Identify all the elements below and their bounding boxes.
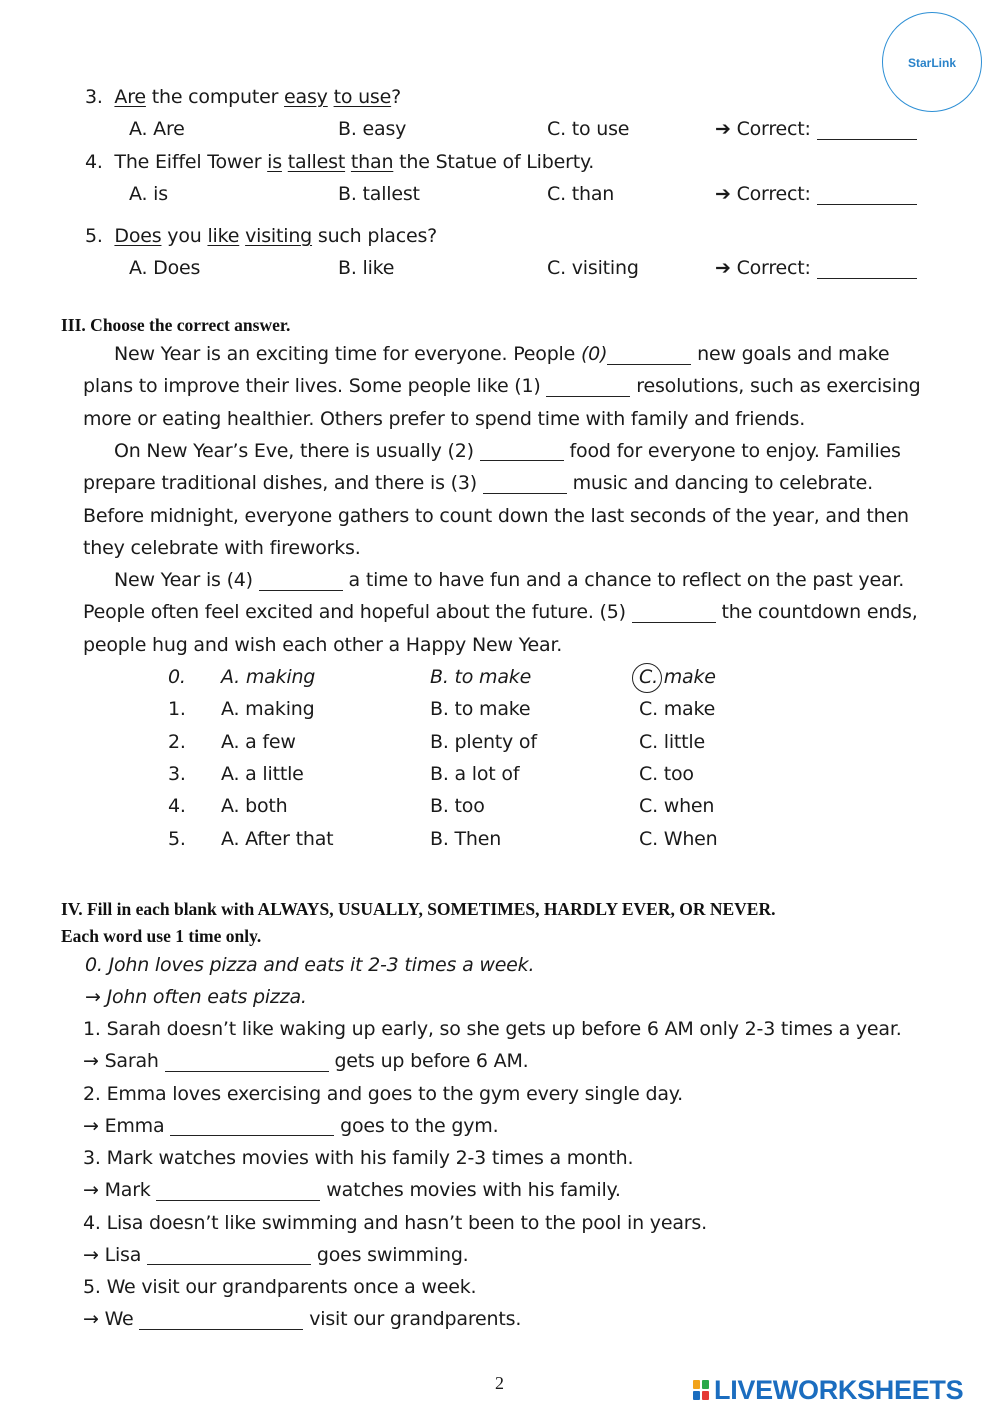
exercise-answer-row (83, 1308, 521, 1330)
answer-option: C. to use (547, 118, 630, 140)
arrow-icon: → (83, 1114, 105, 1137)
exercise-question: 5. We visit our grandparents once a week. (83, 1276, 477, 1298)
answer-prefix: We (104, 1308, 140, 1331)
option-a[interactable]: A. both (221, 795, 288, 818)
option-b[interactable]: B. plenty of (430, 730, 537, 753)
underlined-word: is (267, 151, 282, 173)
passage-blank-input[interactable] (480, 441, 564, 461)
passage-blank-input[interactable] (607, 345, 691, 365)
section-3-heading: III. Choose the correct answer. (61, 315, 291, 335)
question-number: 3. (85, 86, 115, 108)
answer-suffix: goes to the gym. (334, 1114, 499, 1137)
underlined-word: tallest (287, 151, 346, 173)
option-a[interactable]: A. making (221, 698, 315, 721)
passage-text: a time to have fun and a chance to reflect on the past year. (342, 569, 905, 592)
option-b: B. to make (430, 666, 532, 688)
option-number: 1. (168, 698, 186, 721)
question-stem (85, 151, 594, 173)
adverb-blank-input[interactable] (170, 1116, 334, 1136)
passage-text: People often feel excited and hopeful about the future. (5) (83, 601, 632, 624)
question-number: 4. (85, 151, 115, 173)
arrow-icon: → (83, 1308, 105, 1331)
passage-text: resolutions, such as exercising (630, 375, 921, 398)
answer-prefix: Lisa (104, 1243, 148, 1266)
option-b[interactable]: B. a lot of (430, 762, 520, 785)
passage-line (83, 505, 909, 527)
passage-text: New Year is (4) (114, 569, 259, 592)
option-c[interactable]: C. when (639, 795, 715, 818)
option-b[interactable]: B. to make (430, 698, 531, 721)
passage-line (83, 601, 918, 623)
answer-suffix: visit our grandparents. (303, 1308, 522, 1331)
correct-answer-input[interactable] (817, 259, 917, 279)
adverb-blank-input[interactable] (139, 1310, 303, 1330)
passage-text: they celebrate with fireworks. (83, 536, 361, 559)
option-number: 5. (168, 827, 186, 850)
example-answer-circle (632, 663, 662, 693)
arrow-icon: → (83, 1243, 105, 1266)
passage-line (83, 408, 805, 430)
answer-option: A. is (129, 183, 168, 205)
correct-label: Correct: (736, 183, 817, 205)
stem-text: ? (391, 86, 402, 108)
passage-blank-input[interactable] (546, 377, 630, 397)
passage-text: people hug and wish each other a Happy New Year. (83, 633, 563, 656)
passage-line (114, 569, 904, 591)
answer-prefix: Mark (104, 1179, 157, 1202)
question-stem (85, 225, 437, 247)
answer-option: A. Are (129, 118, 185, 140)
question-number: 5. (85, 225, 115, 247)
option-c[interactable]: C. too (639, 762, 694, 785)
starlink-logo (882, 12, 982, 112)
adverb-blank-input[interactable] (156, 1181, 320, 1201)
passage-text: Before midnight, everyone gathers to count down the last seconds of the year, and then (83, 504, 909, 527)
passage-text: more or eating healthier. Others prefer to spend time with family and friends. (83, 407, 806, 430)
passage-text: the countdown ends, (715, 601, 918, 624)
arrow-icon: ➔ (715, 118, 737, 140)
section-4-example-question: 0. John loves pizza and eats it 2-3 times a week. (85, 954, 535, 976)
correct-answer-row (715, 183, 917, 205)
stem-text: you (161, 225, 208, 247)
passage-line (83, 634, 562, 656)
option-c[interactable]: C. When (639, 827, 718, 850)
exercise-question: 1. Sarah doesn’t like waking up early, so she gets up before 6 AM only 2-3 times a year. (83, 1018, 902, 1040)
stem-text: the computer (145, 86, 285, 108)
passage-line (83, 375, 921, 397)
section-4-heading-line2: Each word use 1 time only. (61, 926, 262, 946)
liveworksheets-icon (693, 1380, 711, 1402)
correct-label: Correct: (736, 118, 817, 140)
passage-blank-input[interactable] (632, 603, 716, 623)
exercise-question: 3. Mark watches movies with his family 2-3 times a month. (83, 1147, 634, 1169)
passage-blank-input[interactable] (259, 571, 343, 591)
exercise-question: 4. Lisa doesn’t like swimming and hasn’t been to the pool in years. (83, 1211, 707, 1234)
option-number: 4. (168, 795, 186, 818)
example-answer-text: John often eats pizza. (106, 986, 307, 1008)
logo-text: StarLink (907, 56, 956, 70)
passage-text: food for everyone to enjoy. Families (563, 439, 901, 462)
option-a: A. making (221, 666, 316, 688)
adverb-blank-input[interactable] (165, 1052, 329, 1072)
arrow-icon: ➔ (715, 183, 737, 205)
answer-option: B. easy (338, 118, 407, 140)
exercise-answer-row (83, 1179, 621, 1201)
answer-suffix: goes swimming. (311, 1243, 469, 1266)
correct-label: Correct: (736, 257, 817, 279)
option-b[interactable]: B. too (430, 795, 485, 818)
passage-text: New Year is an exciting time for everyone. People (114, 343, 581, 365)
passage-blank-input[interactable] (483, 474, 567, 494)
arrow-icon: → (83, 1179, 105, 1202)
section-4-example-answer (85, 986, 307, 1008)
passage-text: plans to improve their lives. Some people like (1) (83, 375, 547, 398)
passage-text: new goals and make (691, 343, 890, 365)
liveworksheets-logo (693, 1375, 963, 1406)
exercise-question: 2. Emma loves exercising and goes to the gym every single day. (83, 1082, 683, 1105)
underlined-word: like (207, 225, 240, 247)
option-c: C. make (639, 666, 716, 688)
option-c[interactable]: C. little (639, 730, 705, 753)
arrow-icon: ➔ (715, 257, 737, 279)
exercise-answer-row (83, 1115, 498, 1137)
answer-option: B. tallest (338, 183, 420, 205)
stem-text: the Statue of Liberty. (393, 151, 595, 173)
option-b[interactable]: B. Then (430, 827, 502, 850)
exercise-answer-row (83, 1244, 469, 1266)
answer-option: C. visiting (547, 257, 639, 279)
option-a[interactable]: A. a little (221, 762, 304, 785)
option-number: 3. (168, 762, 186, 785)
stem-text: The Eiffel Tower (114, 151, 268, 173)
answer-suffix: watches movies with his family. (320, 1179, 621, 1202)
underlined-word: than (350, 151, 394, 173)
passage-text: music and dancing to celebrate. (566, 472, 873, 495)
correct-answer-row (715, 257, 917, 279)
correct-answer-input[interactable] (817, 185, 917, 205)
answer-prefix: Sarah (104, 1050, 165, 1073)
stem-text: such places? (312, 225, 438, 247)
passage-line (114, 440, 901, 462)
passage-text: prepare traditional dishes, and there is (3) (83, 472, 483, 495)
arrow-icon: → (85, 986, 101, 1008)
page-number: 2 (495, 1373, 504, 1393)
passage-line (114, 343, 889, 365)
underlined-word: Are (114, 86, 146, 108)
liveworksheets-brand: LIVEWORKSHEETS (714, 1375, 964, 1405)
arrow-icon: → (83, 1050, 105, 1073)
answer-option: B. like (338, 257, 395, 279)
option-number: 0. (168, 666, 186, 688)
answer-option: C. than (547, 183, 615, 205)
underlined-word: Does (114, 225, 162, 247)
underlined-word: visiting (245, 225, 313, 247)
answer-prefix: Emma (104, 1114, 171, 1137)
question-stem (85, 86, 401, 108)
passage-line (83, 472, 873, 494)
exercise-answer-row (83, 1050, 528, 1072)
underlined-word: easy (284, 86, 328, 108)
answer-option: A. Does (129, 257, 201, 279)
correct-answer-row (715, 118, 917, 140)
option-a[interactable]: A. After that (221, 827, 334, 850)
correct-answer-input[interactable] (817, 120, 917, 140)
option-number: 2. (168, 730, 186, 753)
passage-text: On New Year’s Eve, there is usually (2) (114, 439, 480, 462)
section-4-heading-line1: IV. Fill in each blank with ALWAYS, USUALLY, SOMETIMES, HARDLY EVER, OR NEVER. (61, 899, 776, 919)
answer-suffix: gets up before 6 AM. (328, 1050, 529, 1073)
option-c[interactable]: C. make (639, 698, 716, 721)
underlined-word: to use (333, 86, 392, 108)
adverb-blank-input[interactable] (147, 1245, 311, 1265)
option-a[interactable]: A. a few (221, 730, 296, 753)
passage-text: (0) (580, 343, 608, 365)
passage-line (83, 537, 361, 559)
